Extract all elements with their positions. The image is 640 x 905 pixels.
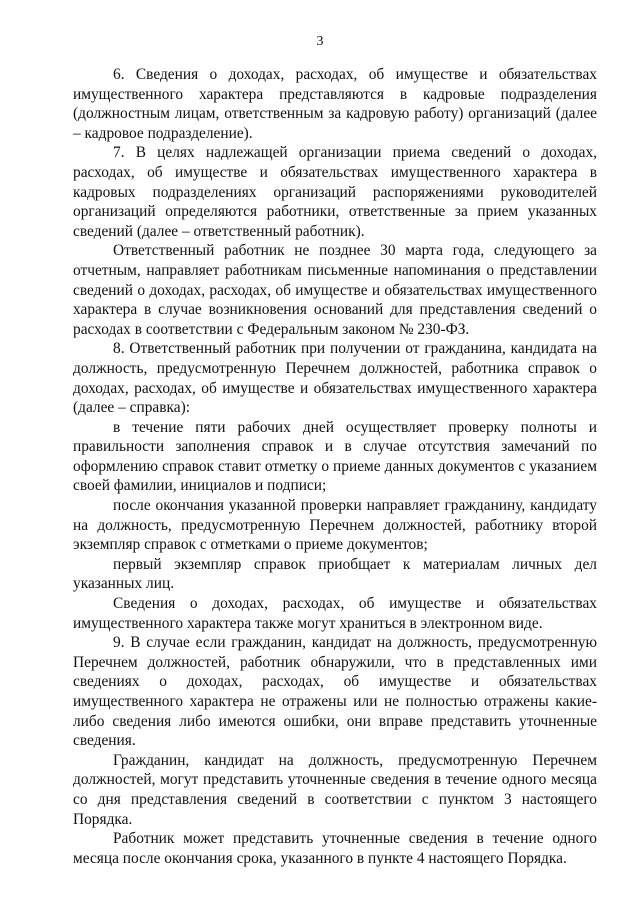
paragraph-8-file-copy: первый экземпляр справок приобщает к материалам личных дел указанных лиц.: [73, 555, 597, 593]
paragraph-8-check: в течение пяти рабочих дней осуществляет проверку полноты и правильности заполнения справок и в случае отсутствия замечаний по оформлению справок ставит отметку о приеме данных документов с указанием своей фамилии, инициалов и подписи;: [73, 418, 597, 495]
paragraph-9: 9. В случае если гражданин, кандидат на должность, предусмотренную Перечнем должностей, работник обнаружили, что в представленных ими сведениях о доходах, расходах, об имуществе и обязательствах имущественного характера не отражены или не полностью отражены какие-либо сведения либо имеются ошибки, они вправе представить уточненные сведения.: [73, 634, 597, 750]
paragraph-6: 6. Сведения о доходах, расходах, об имуществе и обязательствах имущественного характера представляются в кадровые подразделения (должностным лицам, ответственным за кадровую работу) организаций (далее – кадровое подразделение).: [73, 66, 597, 142]
page-number: 3: [316, 34, 324, 49]
paragraph-8-electronic-storage: Сведения о доходах, расходах, об имуществе и обязательствах имущественного характера также могут храниться в электронном виде.: [73, 595, 597, 632]
paragraph-8: 8. Ответственный работник при получении от гражданина, кандидата на должность, предусмотренную Перечнем должностей, работника справок о доходах, расходах, об имуществе и обязательствах имущественного характера (далее – справка):: [73, 340, 597, 417]
document-body: [73, 65, 597, 868]
paragraph-8-return-copy: после окончания указанной проверки направляет гражданину, кандидату на должность, предусмотренную Перечнем должностей, работнику второй экземпляр справок с отметками о приеме документов;: [73, 497, 597, 554]
paragraph-7-responsible-worker: Ответственный работник не позднее 30 марта года, следующего за отчетным, направляет работникам письменные напоминания о представлении сведений о доходах, расходах, об имуществе и обязательствах имущественного характера в случае возникновения оснований для представления сведений о расходах в соответствии с Федеральным законом № 230-ФЗ.: [73, 242, 597, 338]
paragraph-7: 7. В целях надлежащей организации приема сведений о доходах, расходах, об имуществе и обязательствах имущественного характера в кадровых подразделениях организаций распоряжениями руководителей организаций определяются работники, ответственные за прием указанных сведений (далее – ответственный работник).: [73, 144, 597, 240]
paragraph-9-candidate-correction: Гражданин, кандидат на должность, предусмотренную Перечнем должностей, могут представить уточненные сведения в течение одного месяца со дня представления сведений в соответствии с пунктом 3 настоящего Порядка.: [73, 751, 597, 828]
paragraph-9-worker-correction: Работник может представить уточненные сведения в течение одного месяца после окончания срока, указанного в пункте 4 настоящего Порядка.: [73, 830, 597, 867]
